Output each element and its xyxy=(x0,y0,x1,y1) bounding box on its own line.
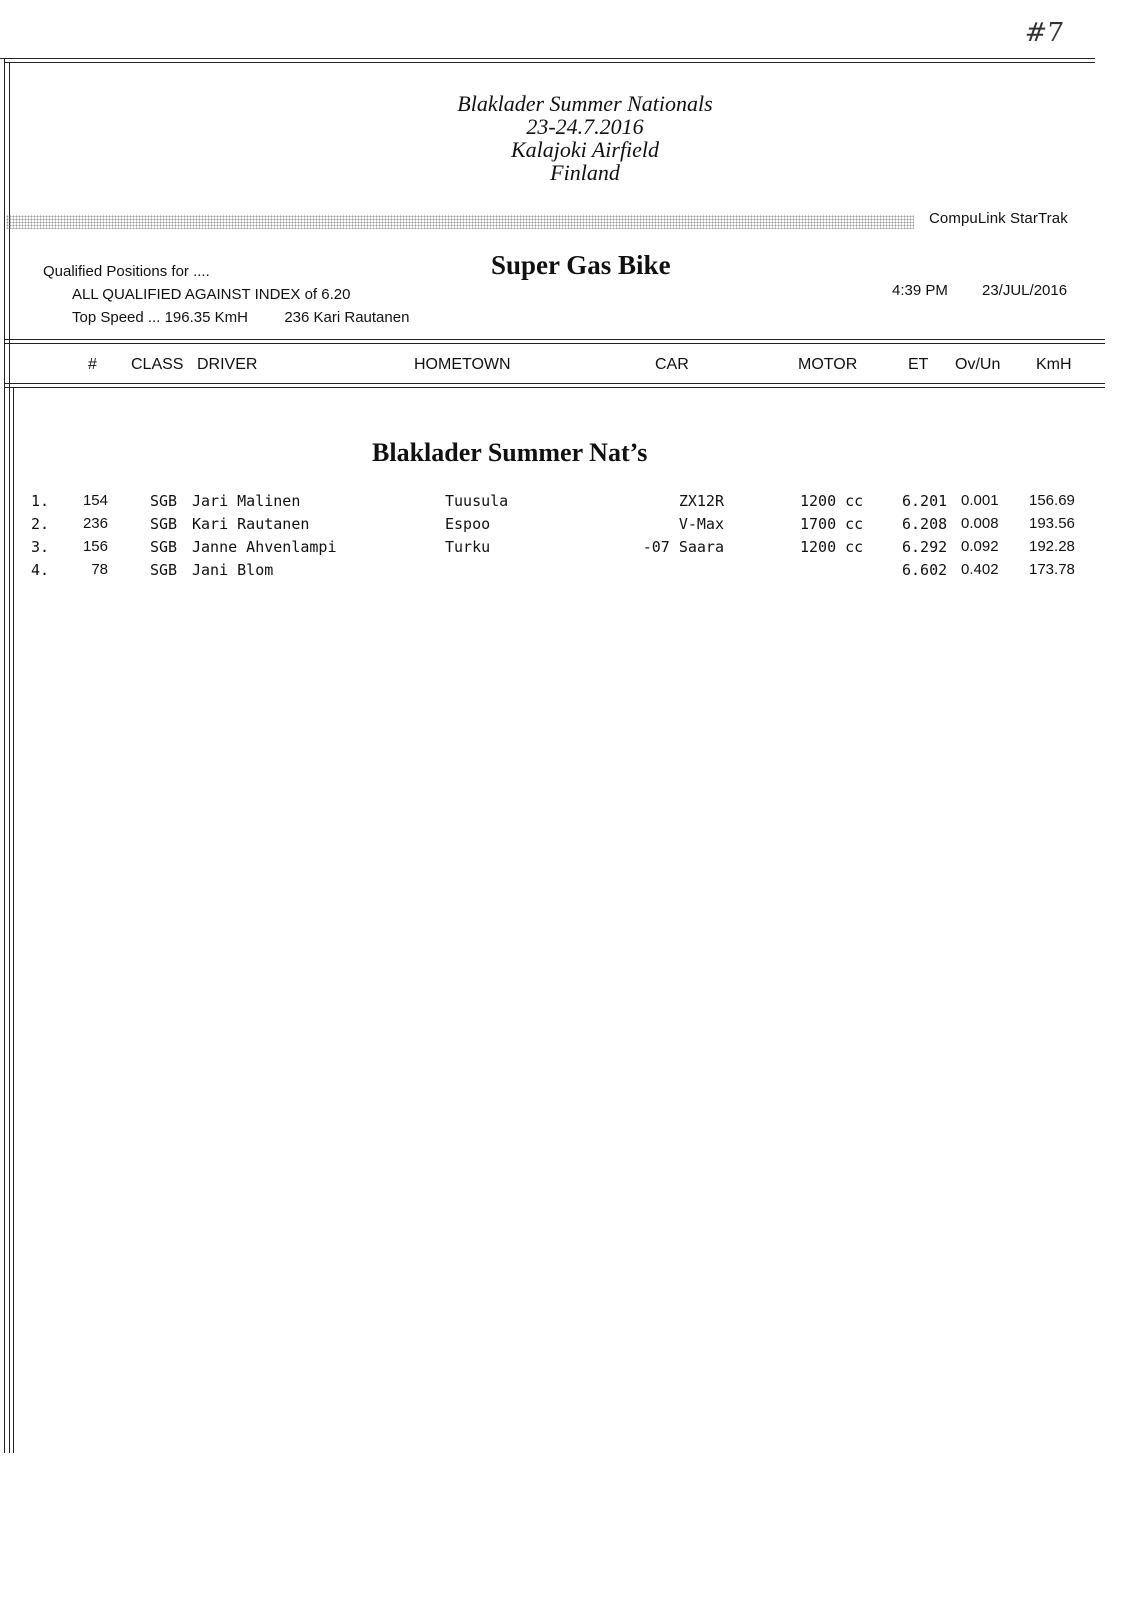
column-header-car: CAR xyxy=(655,356,689,373)
row-et: 6.201 xyxy=(902,492,948,510)
table-row xyxy=(0,538,1123,562)
row-car-number: 236 xyxy=(82,515,108,532)
row-position: 3. xyxy=(31,538,50,556)
event-venue: Kalajoki Airfield xyxy=(510,137,660,162)
row-car-number: 156 xyxy=(82,538,108,555)
column-header-motor: MOTOR xyxy=(798,356,858,373)
qualified-index-line xyxy=(72,286,350,303)
row-position: 1. xyxy=(31,492,50,510)
row-driver: Kari Rautanen xyxy=(192,515,310,533)
row-driver: Jari Malinen xyxy=(192,492,301,510)
row-driver: Janne Ahvenlampi xyxy=(192,538,337,556)
frame-left-line xyxy=(4,58,5,1453)
row-ovun: 0.092 xyxy=(961,538,999,555)
column-header-hometown: HOMETOWN xyxy=(414,356,511,373)
row-kmh: 193.56 xyxy=(1029,515,1075,532)
row-motor: 1700 cc xyxy=(800,515,864,533)
table-row xyxy=(0,492,1123,516)
row-hometown: Turku xyxy=(445,538,491,556)
column-header-class: CLASS xyxy=(131,356,184,373)
row-motor: 1200 cc xyxy=(800,538,864,556)
row-class: SGB xyxy=(150,561,178,579)
top-speed-car-number: 236 xyxy=(284,309,310,326)
top-speed-driver: Kari Rautanen xyxy=(313,309,410,326)
column-header-ovun: Ov/Un xyxy=(955,356,1001,373)
handwritten-page-mark: #7 xyxy=(1023,18,1065,48)
row-kmh: 173.78 xyxy=(1029,561,1075,578)
report-time: 4:39 PM xyxy=(892,282,948,299)
report-date: 23/JUL/2016 xyxy=(982,282,1068,299)
event-dates: 23-24.7.2016 xyxy=(526,114,644,139)
row-position: 2. xyxy=(31,515,50,533)
row-et: 6.602 xyxy=(902,561,948,579)
row-car: -07 Saara xyxy=(642,538,724,556)
qualified-title: Qualified Positions for .... xyxy=(43,263,210,280)
row-motor: 1200 cc xyxy=(800,492,864,510)
frame-top-line-inner xyxy=(4,62,1095,63)
event-country: Finland xyxy=(550,160,620,185)
row-class: SGB xyxy=(150,515,178,533)
row-driver: Jani Blom xyxy=(192,561,274,579)
index-value: 6.20 xyxy=(321,286,351,303)
row-et: 6.292 xyxy=(902,538,948,556)
row-kmh: 156.69 xyxy=(1029,492,1075,509)
brand-label: CompuLink StarTrak xyxy=(929,210,1068,227)
frame-top-line xyxy=(0,58,1095,59)
row-car: ZX12R xyxy=(678,492,724,510)
row-ovun: 0.402 xyxy=(961,561,999,578)
row-ovun: 0.008 xyxy=(961,515,999,532)
header-divider-2 xyxy=(4,343,1105,344)
row-ovun: 0.001 xyxy=(961,492,999,509)
row-kmh: 192.28 xyxy=(1029,538,1075,555)
column-header-driver: DRIVER xyxy=(197,356,258,373)
event-header xyxy=(380,92,790,184)
table-row xyxy=(0,561,1123,585)
row-position: 4. xyxy=(31,561,50,579)
index-label: ALL QUALIFIED AGAINST INDEX of xyxy=(72,286,318,303)
column-header-number: # xyxy=(88,356,97,373)
dotted-band xyxy=(6,215,914,229)
top-speed-line xyxy=(72,309,409,326)
columns-divider-2 xyxy=(4,387,1105,388)
row-car-number: 154 xyxy=(82,492,108,509)
columns-divider-1 xyxy=(4,383,1105,384)
column-header-kmh: KmH xyxy=(1036,356,1072,373)
header-divider-1 xyxy=(4,339,1105,340)
class-title: Super Gas Bike xyxy=(491,250,671,280)
column-header-et: ET xyxy=(908,356,929,373)
row-et: 6.208 xyxy=(902,515,948,533)
table-row xyxy=(0,515,1123,539)
row-class: SGB xyxy=(150,492,178,510)
event-name: Blaklader Summer Nationals xyxy=(457,91,713,116)
row-hometown: Tuusula xyxy=(445,492,509,510)
top-speed-label: Top Speed ... xyxy=(72,309,161,326)
row-class: SGB xyxy=(150,538,178,556)
top-speed-unit: KmH xyxy=(214,309,248,326)
frame-left-line-inner xyxy=(9,62,10,1453)
section-title: Blaklader Summer Nat’s xyxy=(372,438,648,467)
row-car: V-Max xyxy=(678,515,724,533)
row-hometown: Espoo xyxy=(445,515,491,533)
top-speed-value: 196.35 xyxy=(164,309,211,326)
row-car-number: 78 xyxy=(91,561,108,578)
